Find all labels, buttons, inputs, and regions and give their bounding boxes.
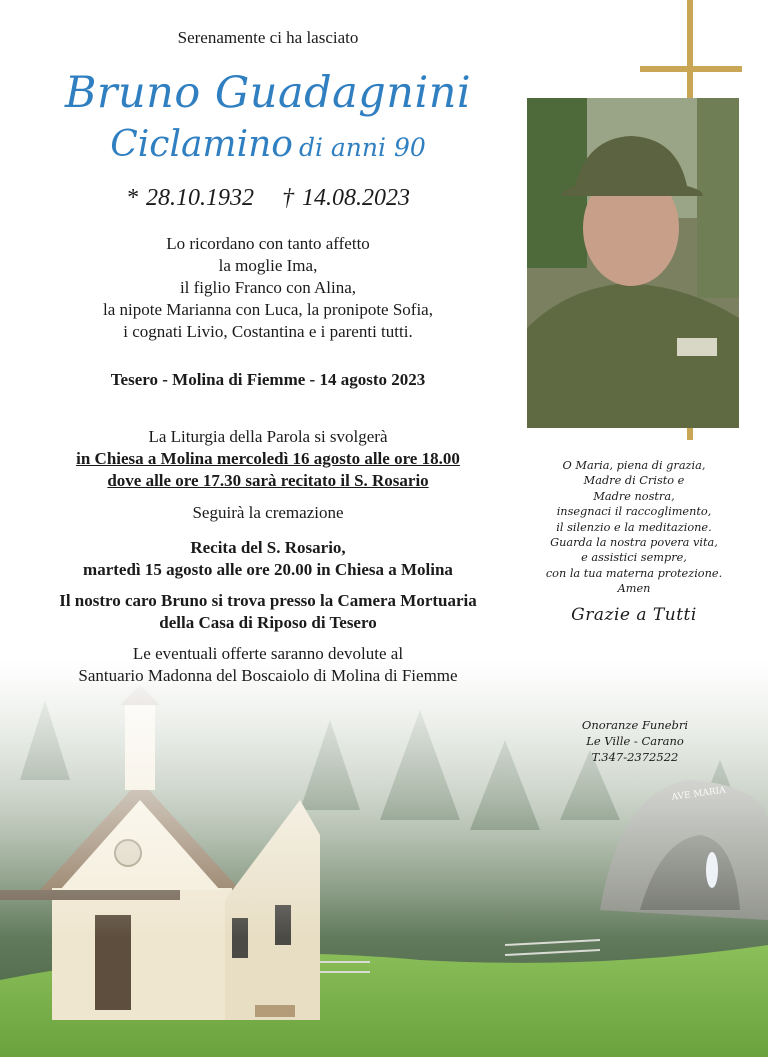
prayer-line: Madre nostra, (593, 489, 675, 503)
liturgy-line: La Liturgia della Parola si svolgerà (148, 427, 388, 446)
rosary-line: Recita del S. Rosario, (190, 538, 346, 557)
nickname: Ciclamino (110, 124, 293, 165)
offerings-line: Le eventuali offerte saranno devolute al (132, 644, 404, 663)
funeral-home-line: T.347-2372522 (591, 750, 679, 764)
death-date: † 14.08.2023 (282, 185, 410, 211)
deceased-name: Bruno Guadagnini (64, 68, 472, 118)
prayer-line: insegnaci il raccoglimento, (556, 505, 712, 519)
liturgy-line: dove alle ore 17.30 sarà recitato il S. Rosario (107, 471, 429, 490)
prayer-line: e assistici sempre, (581, 551, 687, 565)
funeral-home-line: Onoranze Funebri (581, 718, 689, 732)
funeral-home-info (560, 717, 710, 765)
thanks-text: Grazie a Tutti (571, 605, 697, 625)
family-line: i cognati Livio, Costantina e i parenti tutti. (123, 322, 413, 341)
place-date: Tesero - Molina di Fiemme - 14 agosto 2023 (110, 370, 426, 389)
intro-text: Serenamente ci ha lasciato (177, 28, 359, 47)
family-line: la nipote Marianna con Luca, la pronipote Sofia, (103, 300, 433, 319)
family-line: la moglie Ima, (218, 256, 318, 275)
prayer-line: il silenzio e la meditazione. (556, 520, 712, 534)
family-line: il figlio Franco con Alina, (179, 278, 357, 297)
cross-icon-bar (640, 66, 742, 72)
rosary-line: martedì 15 agosto alle ore 20.00 in Chiesa a Molina (83, 560, 453, 579)
prayer-text (528, 458, 740, 597)
offerings-info (0, 643, 536, 687)
liturgy-info (0, 426, 536, 492)
family-line: Lo ricordano con tanto affetto (166, 234, 370, 253)
prayer-line: O Maria, piena di grazia, (562, 459, 706, 472)
prayer-line: Madre di Cristo e (583, 474, 685, 488)
liturgy-line: in Chiesa a Molina mercoledì 16 agosto alle ore 18.00 (76, 449, 460, 468)
prayer-line: con la tua materna protezione. (545, 566, 723, 580)
rosary-info (0, 537, 536, 581)
prayer-line: Amen (617, 582, 651, 596)
age: di anni 90 (298, 133, 426, 162)
mortuary-line: Il nostro caro Bruno si trova presso la Camera Mortuaria (59, 591, 477, 610)
birth-date: * 28.10.1932 (126, 185, 254, 211)
prayer-line: Guarda la nostra povera vita, (550, 536, 718, 550)
offerings-line: Santuario Madonna del Boscaiolo di Molina di Fiemme (78, 666, 458, 685)
deceased-portrait (527, 98, 739, 428)
nickname-line (0, 124, 536, 165)
mortuary-line: della Casa di Riposo di Tesero (159, 613, 377, 632)
cremation-text: Seguirà la cremazione (192, 503, 344, 522)
life-dates (0, 185, 536, 212)
funeral-home-line: Le Ville - Carano (586, 734, 684, 748)
mortuary-info (0, 590, 536, 634)
family-list (0, 233, 536, 343)
